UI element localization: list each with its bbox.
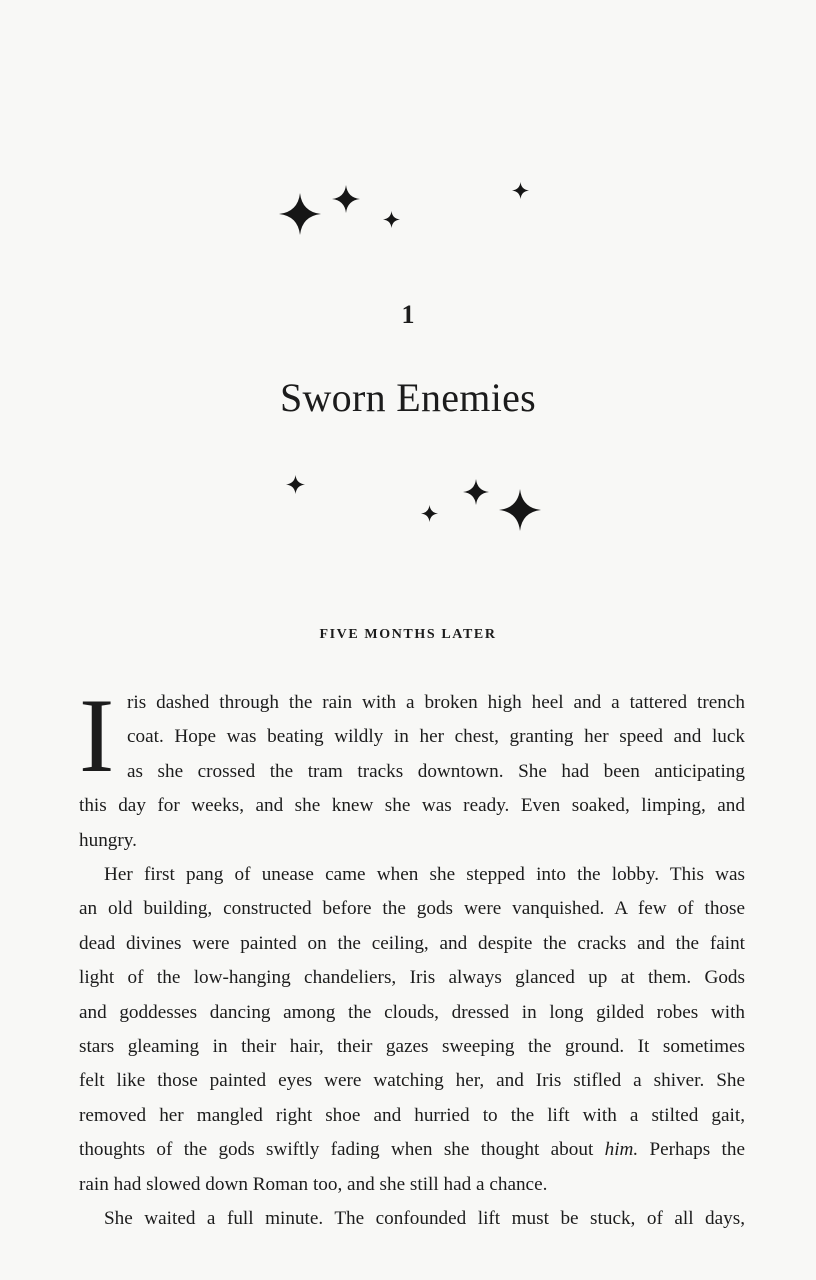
drop-cap: I: [79, 677, 115, 794]
text-line: as she crossed the tram tracks downtown. She had been anticipating: [127, 760, 745, 782]
chapter-number: 1: [401, 300, 415, 329]
sparkle-star-icon: [463, 479, 489, 505]
emphasized-word: him.: [604, 1139, 639, 1161]
text-line: She waited a full minute. The confounded lift must be stuck, of all days,: [104, 1208, 745, 1230]
text-line: Her first pang of unease came when she stepped into the lobby. This was: [104, 864, 745, 886]
text-line: rain had slowed down Roman too, and she still had a chance.: [79, 1173, 548, 1195]
text-line: removed her mangled right shoe and hurried to the lift with a stilted gait,: [79, 1104, 745, 1126]
paragraph: [79, 677, 745, 858]
text-line: this day for weeks, and she knew she was ready. Even soaked, limping, and: [79, 795, 745, 817]
text-line: hungry.: [79, 829, 137, 851]
sparkle-star-icon: [499, 489, 541, 531]
text-line: [79, 1133, 745, 1167]
section-heading: FIVE MONTHS LATER: [319, 627, 497, 642]
chapter-title: Sworn Enemies: [279, 375, 537, 420]
text-line: felt like those painted eyes were watching her, and Iris stifled a shiver. She: [79, 1070, 745, 1092]
text-segment: thoughts of the gods swiftly fading when she thought about: [79, 1139, 594, 1161]
text-line: ris dashed through the rain with a broken high heel and a tattered trench: [127, 692, 745, 713]
paragraph: [79, 858, 745, 1202]
text-line: stars gleaming in their hair, their gazes sweeping the ground. It sometimes: [79, 1036, 745, 1058]
text-line: coat. Hope was beating wildly in her chest, granting her speed and luck: [127, 726, 745, 748]
sparkle-star-icon: [421, 505, 438, 522]
sparkle-star-icon: [383, 211, 400, 228]
text-line: dead divines were painted on the ceiling, and despite the cracks and the faint: [79, 932, 745, 954]
text-line: an old building, constructed before the gods were vanquished. A few of those: [79, 898, 745, 920]
text-line: light of the low-hanging chandeliers, Iris always glanced up at them. Gods: [79, 967, 745, 989]
text-line: and goddesses dancing among the clouds, dressed in long gilded robes with: [79, 1001, 745, 1023]
sparkle-star-icon: [286, 475, 305, 494]
paragraph: [79, 1202, 745, 1236]
text-segment: Perhaps the: [649, 1139, 745, 1161]
chapter-body: [79, 677, 745, 1237]
sparkle-star-icon: [332, 185, 360, 213]
sparkle-star-icon: [279, 193, 321, 235]
sparkle-star-icon: [512, 182, 529, 199]
